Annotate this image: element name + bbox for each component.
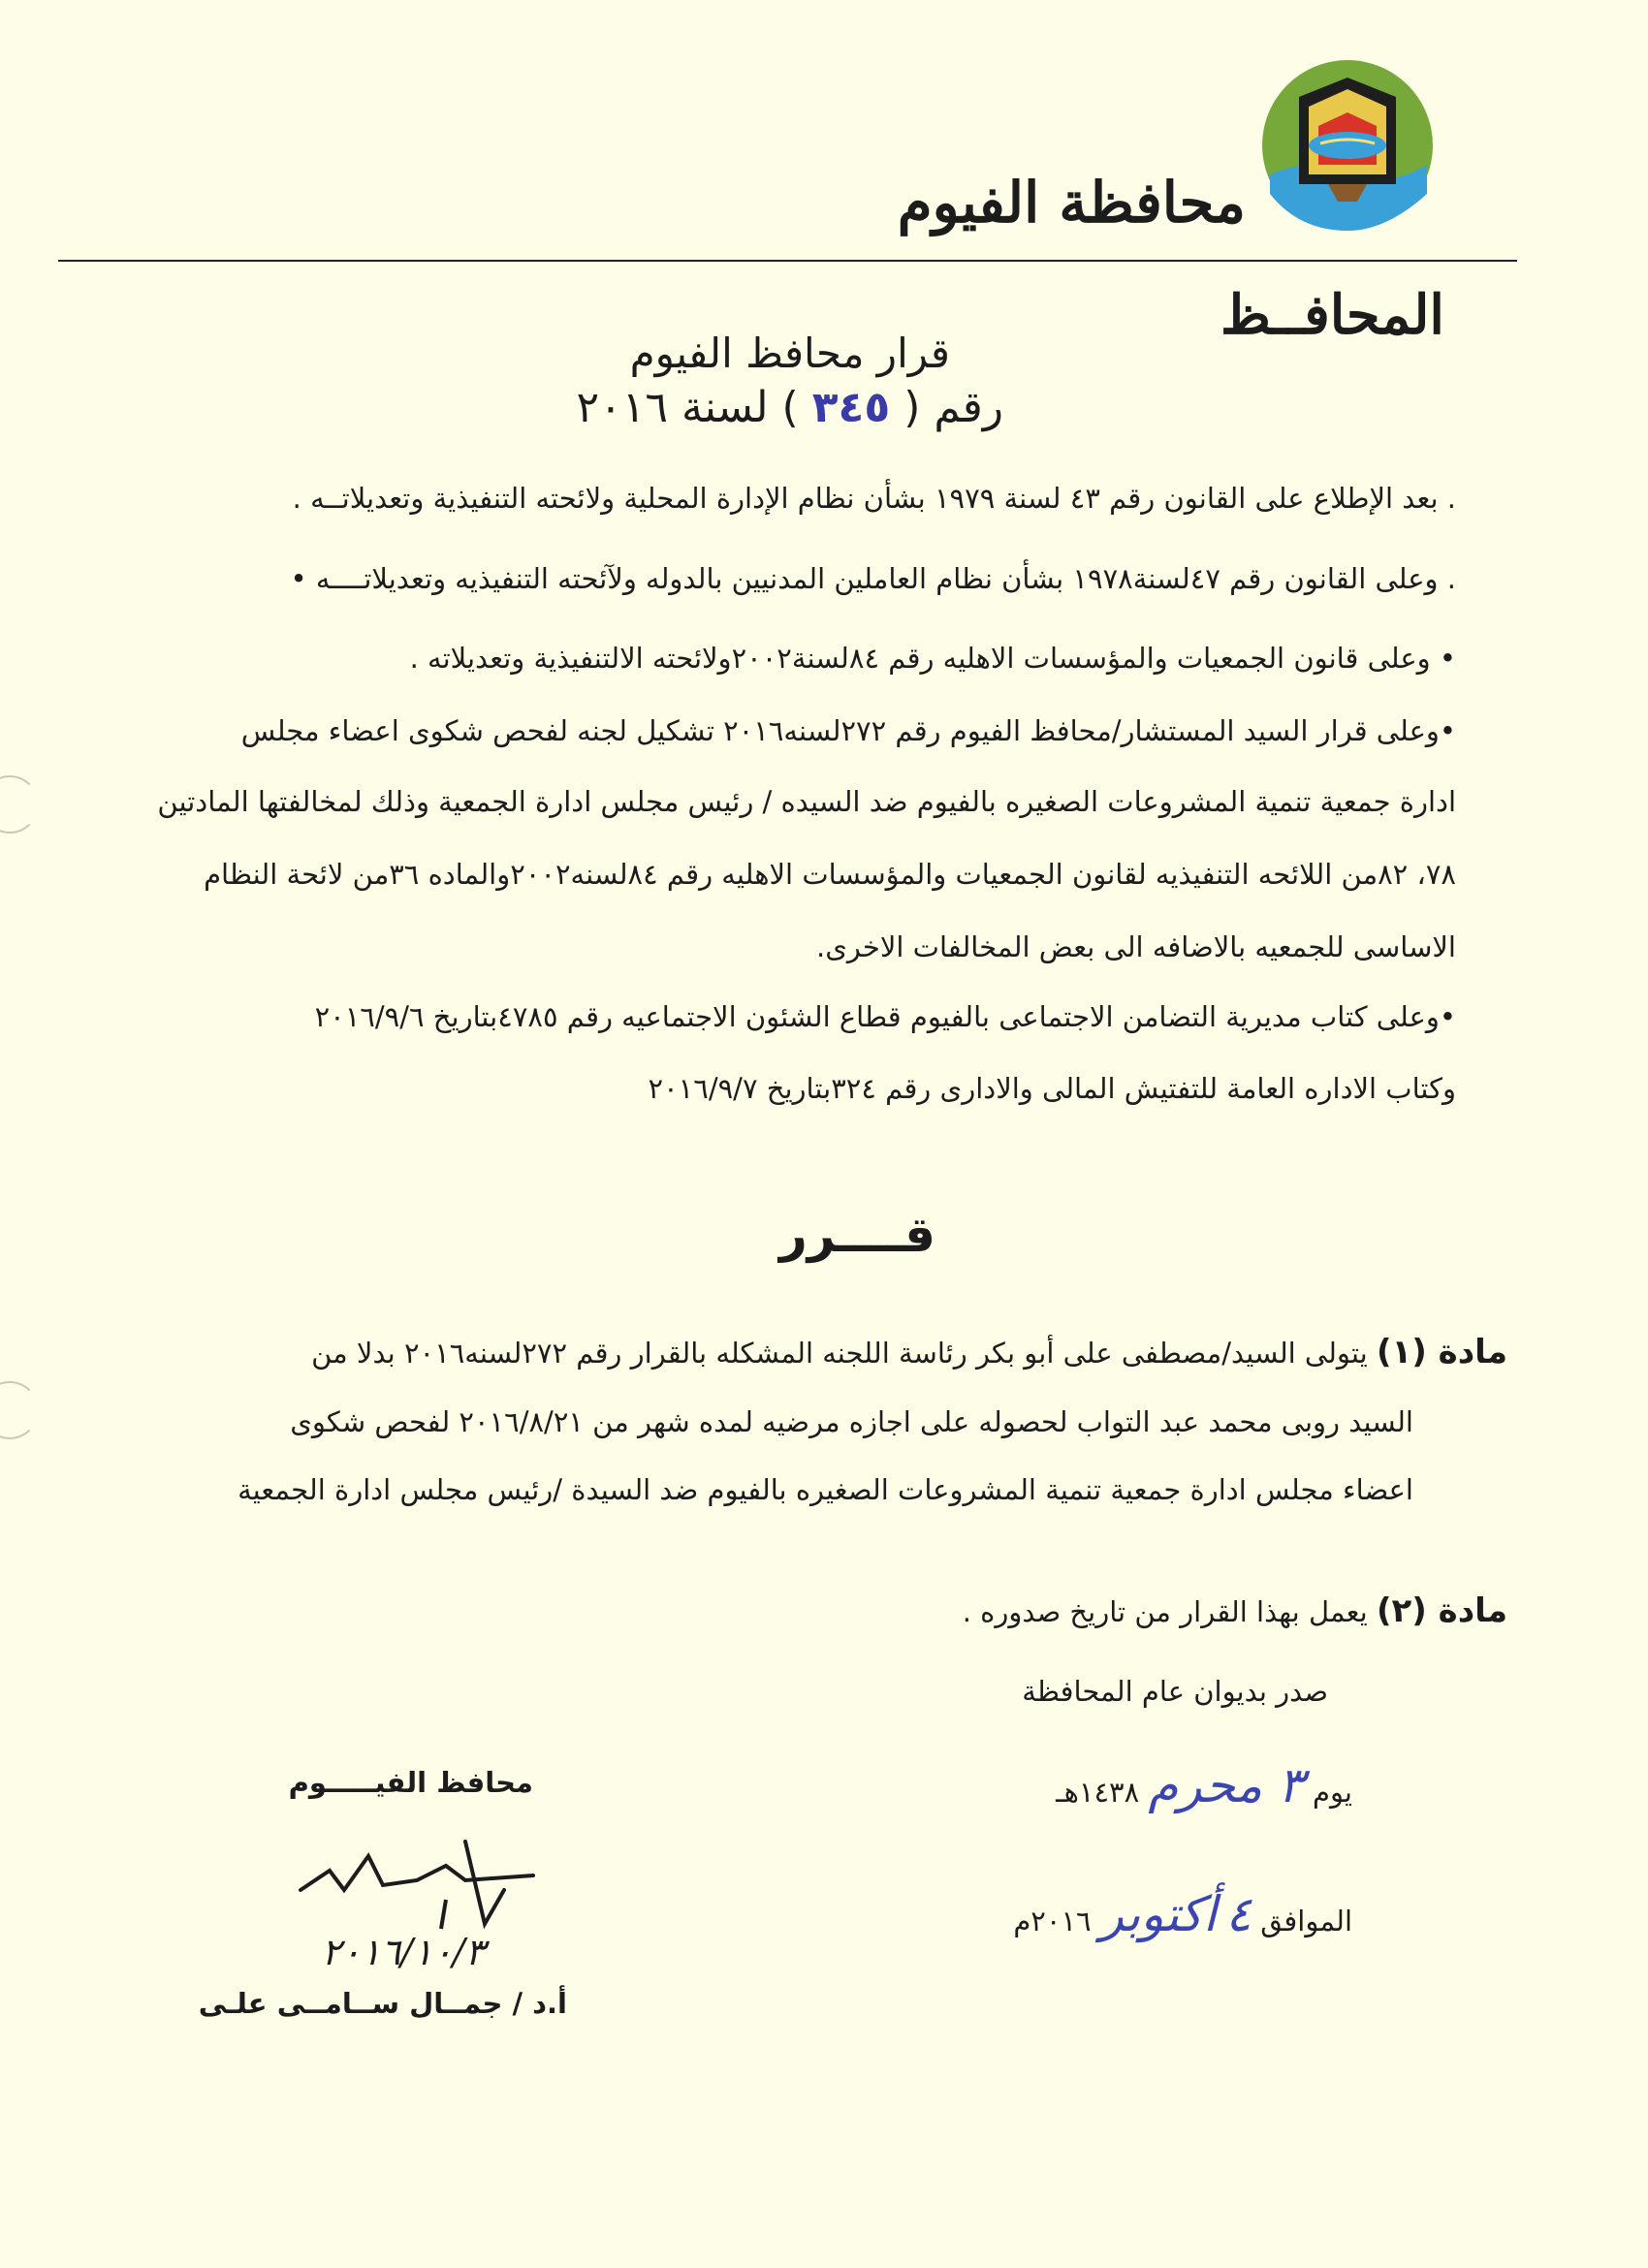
preamble-line: . وعلى القانون رقم ٤٧لسنة١٩٧٨ بشأن نظام العاملين المدنيين بالدوله ولآئحته التنفيذيه وتعديلاتــــه •	[290, 562, 1456, 595]
preamble-line: . بعد الإطلاع على القانون رقم ٤٣ لسنة ١٩٧٩ بشأن نظام الإدارة المحلية ولائحته التنفيذية وتعديلاتــه .	[292, 482, 1456, 515]
decree-number-suffix: ) لسنة ٢٠١٦	[576, 383, 799, 432]
preamble-line: ادارة جمعية تنمية المشروعات الصغيره بالفيوم ضد السيده / رئيس مجلس ادارة الجمعية وذلك لمخالفتها المادتين	[157, 785, 1456, 818]
article-label: مادة (٢)	[1376, 1591, 1507, 1630]
article-1-first-line	[311, 1333, 1507, 1372]
handwritten-greg-day: ٤	[1225, 1886, 1252, 1942]
decree-number-line	[577, 383, 1004, 432]
signatory-title: محافظ الفيـــــوم	[288, 1766, 533, 1799]
organization-name: محافظة الفيوم	[897, 170, 1246, 236]
preamble-line: •وعلى قرار السيد المستشار/محافظ الفيوم رقم ٢٧٢لسنه٢٠١٦ تشكيل لجنه لفحص شكوى اعضاء مجلس	[240, 714, 1456, 747]
punch-hole-bottom	[0, 1381, 39, 1439]
decree-number-prefix: رقم (	[903, 383, 1003, 432]
article-text: اعضاء مجلس ادارة جمعية تنمية المشروعات الصغيره بالفيوم ضد السيدة /رئيس مجلس ادارة الجمعية	[238, 1473, 1413, 1506]
handwritten-month: أكتوبر	[1099, 1886, 1217, 1942]
corresponding-date-line	[1013, 1885, 1352, 1943]
gregorian-year: ٢٠١٦م	[1013, 1905, 1092, 1937]
hijri-year: ١٤٣٨هـ	[1056, 1776, 1140, 1809]
preamble-line: الاساسى للجمعيه بالاضافه الى بعض المخالفات الاخرى.	[816, 930, 1456, 963]
decree-number: ٣٤٥	[811, 383, 891, 432]
governorate-logo	[1260, 58, 1435, 233]
article-text: السيد روبى محمد عبد التواب لحصوله على اجازه مرضيه لمده شهر من ٢٠١٦/٨/٢١ لفحص شكوى	[290, 1405, 1413, 1438]
issued-day-line	[1056, 1756, 1352, 1814]
decree-title: قرار محافظ الفيوم	[629, 330, 950, 377]
article-label: مادة (١)	[1376, 1333, 1507, 1371]
punch-hole-top	[0, 775, 39, 834]
preamble-line: •وعلى كتاب مديرية التضامن الاجتماعى بالفيوم قطاع الشئون الاجتماعيه رقم ٤٧٨٥بتاريخ ٢٠١٦/٩/٦	[314, 1000, 1456, 1033]
preamble-line: وكتاب الاداره العامة للتفتيش المالى والادارى رقم ٣٢٤بتاريخ ٢٠١٦/٩/٧	[648, 1072, 1456, 1105]
signature-date: ٢٠١٦/١٠/٣	[321, 1931, 485, 1973]
issued-place: صدر بديوان عام المحافظة	[1022, 1675, 1328, 1708]
decision-heading: قــــرر	[779, 1207, 935, 1263]
preamble-line: ٧٨، ٨٢من اللائحه التنفيذيه لقانون الجمعيات والمؤسسات الاهليه رقم ٨٤لسنه٢٠٠٢والماده ٣٦من لائحة النظام	[204, 858, 1456, 891]
signatory-name: أ.د / جمــال ســامــى علـى	[198, 1987, 567, 2020]
article-text: يتولى السيد/مصطفى على أبو بكر رئاسة اللجنه المشكله بالقرار رقم ٢٧٢لسنه٢٠١٦ بدلا من	[311, 1337, 1368, 1370]
article-text: يعمل بهذا القرار من تاريخ صدوره .	[962, 1595, 1368, 1628]
article-2-line	[963, 1591, 1507, 1631]
day-label: يوم	[1312, 1776, 1352, 1809]
handwritten-day: ٣ محرم	[1148, 1757, 1304, 1813]
governor-title: المحافــظ	[1220, 283, 1444, 347]
header-divider	[58, 260, 1517, 262]
preamble-line: • وعلى قانون الجمعيات والمؤسسات الاهليه رقم ٨٤لسنة٢٠٠٢ولائحته الالتنفيذية وتعديلاته .	[409, 642, 1456, 675]
corresponding-label: الموافق	[1260, 1905, 1352, 1937]
